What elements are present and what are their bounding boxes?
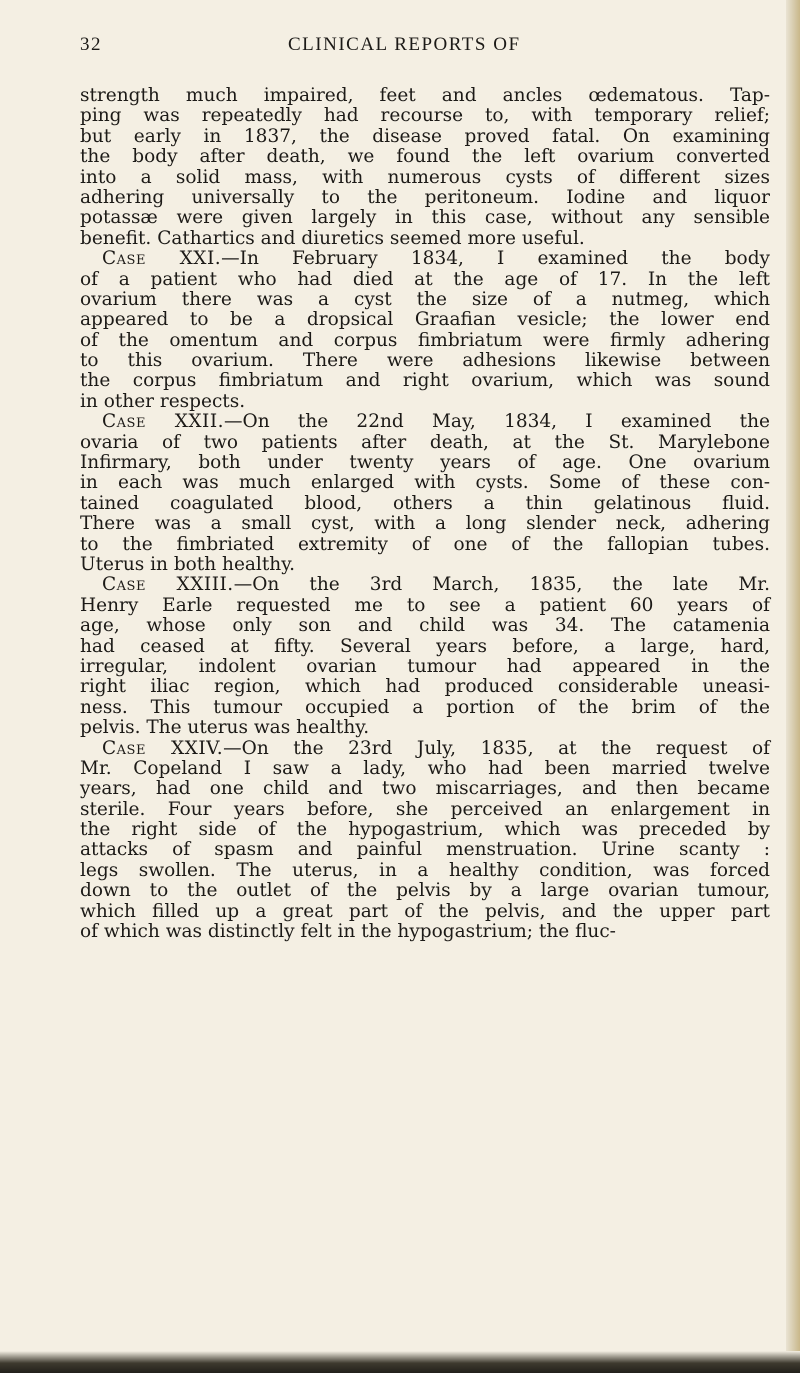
text-line	[80, 555, 770, 575]
text-line	[80, 249, 770, 269]
text-line	[80, 412, 770, 432]
line-text: right iliac region, which had produced considerable uneasi-	[80, 676, 770, 698]
line-text: There was a small cyst, with a long slender neck, adhering	[80, 513, 770, 535]
text-line	[80, 637, 770, 657]
text-line	[80, 739, 770, 759]
text-line	[80, 168, 770, 188]
line-text: the body after death, we found the left ovarium converted	[80, 146, 770, 168]
line-text: Mr. Copeland I saw a lady, who had been married twelve	[80, 757, 770, 779]
line-text: ness. This tumour occupied a portion of the brim of the	[80, 696, 770, 718]
running-title: CLINICAL REPORTS OF	[288, 34, 521, 55]
text-line	[80, 127, 770, 147]
text-line	[80, 453, 770, 473]
line-text: adhering universally to the peritoneum. Iodine and liquor	[80, 186, 770, 208]
text-line	[80, 902, 770, 922]
text-line	[80, 331, 770, 351]
text-line	[80, 779, 770, 799]
text-line	[80, 616, 770, 636]
line-text: the right side of the hypogastrium, which was preceded by	[80, 819, 770, 841]
line-text: had ceased at fifty. Several years before, a large, hard,	[80, 635, 770, 657]
line-text: pelvis. The uterus was healthy.	[80, 717, 370, 739]
text-line	[80, 922, 770, 942]
line-text: into a solid mass, with numerous cysts of different sizes	[80, 166, 770, 188]
text-line	[80, 800, 770, 820]
line-text: ovarium there was a cyst the size of a nutmeg, which	[80, 288, 770, 310]
text-line	[80, 535, 770, 555]
page-bottom-shadow	[0, 1351, 800, 1373]
text-line	[80, 494, 770, 514]
line-text: —On the 23rd July, 1835, at the request of	[223, 737, 770, 759]
line-text: but early in 1837, the disease proved fatal. On examining	[80, 125, 770, 147]
case-label: Case XXIV.	[102, 737, 224, 759]
text-line	[80, 677, 770, 697]
text-line	[80, 820, 770, 840]
line-text: attacks of spasm and painful menstruation. Urine scanty :	[80, 839, 770, 861]
line-text: strength much impaired, feet and ancles œdematous. Tap-	[80, 85, 770, 106]
line-text: —On the 22nd May, 1834, I examined the	[224, 411, 770, 433]
text-line	[80, 188, 770, 208]
text-line	[80, 351, 770, 371]
body-text	[80, 86, 770, 942]
line-text: down to the outlet of the pelvis by a large ovarian tumour,	[80, 880, 770, 902]
text-line	[80, 718, 770, 738]
text-line	[80, 208, 770, 228]
text-line	[80, 106, 770, 126]
text-line	[80, 229, 770, 249]
text-line	[80, 392, 770, 412]
text-line	[80, 657, 770, 677]
line-text: age, whose only son and child was 34. The catamenia	[80, 615, 770, 637]
line-text: benefit. Cathartics and diuretics seemed more useful.	[80, 227, 585, 249]
line-text: sterile. Four years before, she perceived an enlargement in	[80, 798, 770, 820]
line-text: Uterus in both healthy.	[80, 553, 296, 575]
text-line	[80, 596, 770, 616]
line-text: irregular, indolent ovarian tumour had appeared in the	[80, 655, 770, 677]
page-edge-shadow	[786, 0, 800, 1373]
line-text: to this ovarium. There were adhesions likewise between	[80, 350, 770, 372]
text-line	[80, 433, 770, 453]
line-text: ovaria of two patients after death, at the St. Marylebone	[80, 431, 770, 453]
line-text: in each was much enlarged with cysts. Some of these con-	[80, 472, 770, 494]
text-line	[80, 698, 770, 718]
line-text: —On the 3rd March, 1835, the late Mr.	[233, 574, 770, 596]
text-line	[80, 840, 770, 860]
line-text: years, had one child and two miscarriages, and then became	[80, 778, 770, 800]
text-line	[80, 861, 770, 881]
text-line	[80, 473, 770, 493]
text-line	[80, 310, 770, 330]
line-text: tained coagulated blood, others a thin gelatinous fluid.	[80, 492, 770, 514]
line-text: —In February 1834, I examined the body	[221, 248, 770, 270]
case-label: Case XXIII.	[102, 574, 234, 596]
line-text: Henry Earle requested me to see a patient 60 years of	[80, 594, 770, 616]
case-label: Case XXI.	[102, 248, 222, 270]
text-line	[80, 514, 770, 534]
text-line	[80, 759, 770, 779]
line-text: of which was distinctly felt in the hypogastrium; the fluc-	[80, 921, 616, 943]
text-line	[80, 575, 770, 595]
line-text: potassæ were given largely in this case, without any sensible	[80, 207, 770, 229]
text-line	[80, 270, 770, 290]
line-text: which filled up a great part of the pelvis, and the upper part	[80, 900, 770, 922]
line-text: the corpus fimbriatum and right ovarium, which was sound	[80, 370, 770, 392]
text-line	[80, 371, 770, 391]
text-line	[80, 290, 770, 310]
line-text: ping was repeatedly had recourse to, with temporary relief;	[80, 105, 770, 127]
page-number: 32	[80, 34, 102, 55]
text-line	[80, 881, 770, 901]
line-text: appeared to be a dropsical Graafian vesicle; the lower end	[80, 309, 770, 331]
case-label: Case XXII.	[102, 411, 225, 433]
text-line	[80, 86, 770, 106]
line-text: to the fimbriated extremity of one of the fallopian tubes.	[80, 533, 770, 555]
line-text: in other respects.	[80, 390, 246, 412]
line-text: legs swollen. The uterus, in a healthy condition, was forced	[80, 859, 770, 881]
text-line	[80, 147, 770, 167]
line-text: of a patient who had died at the age of 17. In the left	[80, 268, 770, 290]
line-text: Infirmary, both under twenty years of age. One ovarium	[80, 452, 770, 474]
page-header	[80, 34, 770, 58]
line-text: of the omentum and corpus fimbriatum were firmly adhering	[80, 329, 770, 351]
